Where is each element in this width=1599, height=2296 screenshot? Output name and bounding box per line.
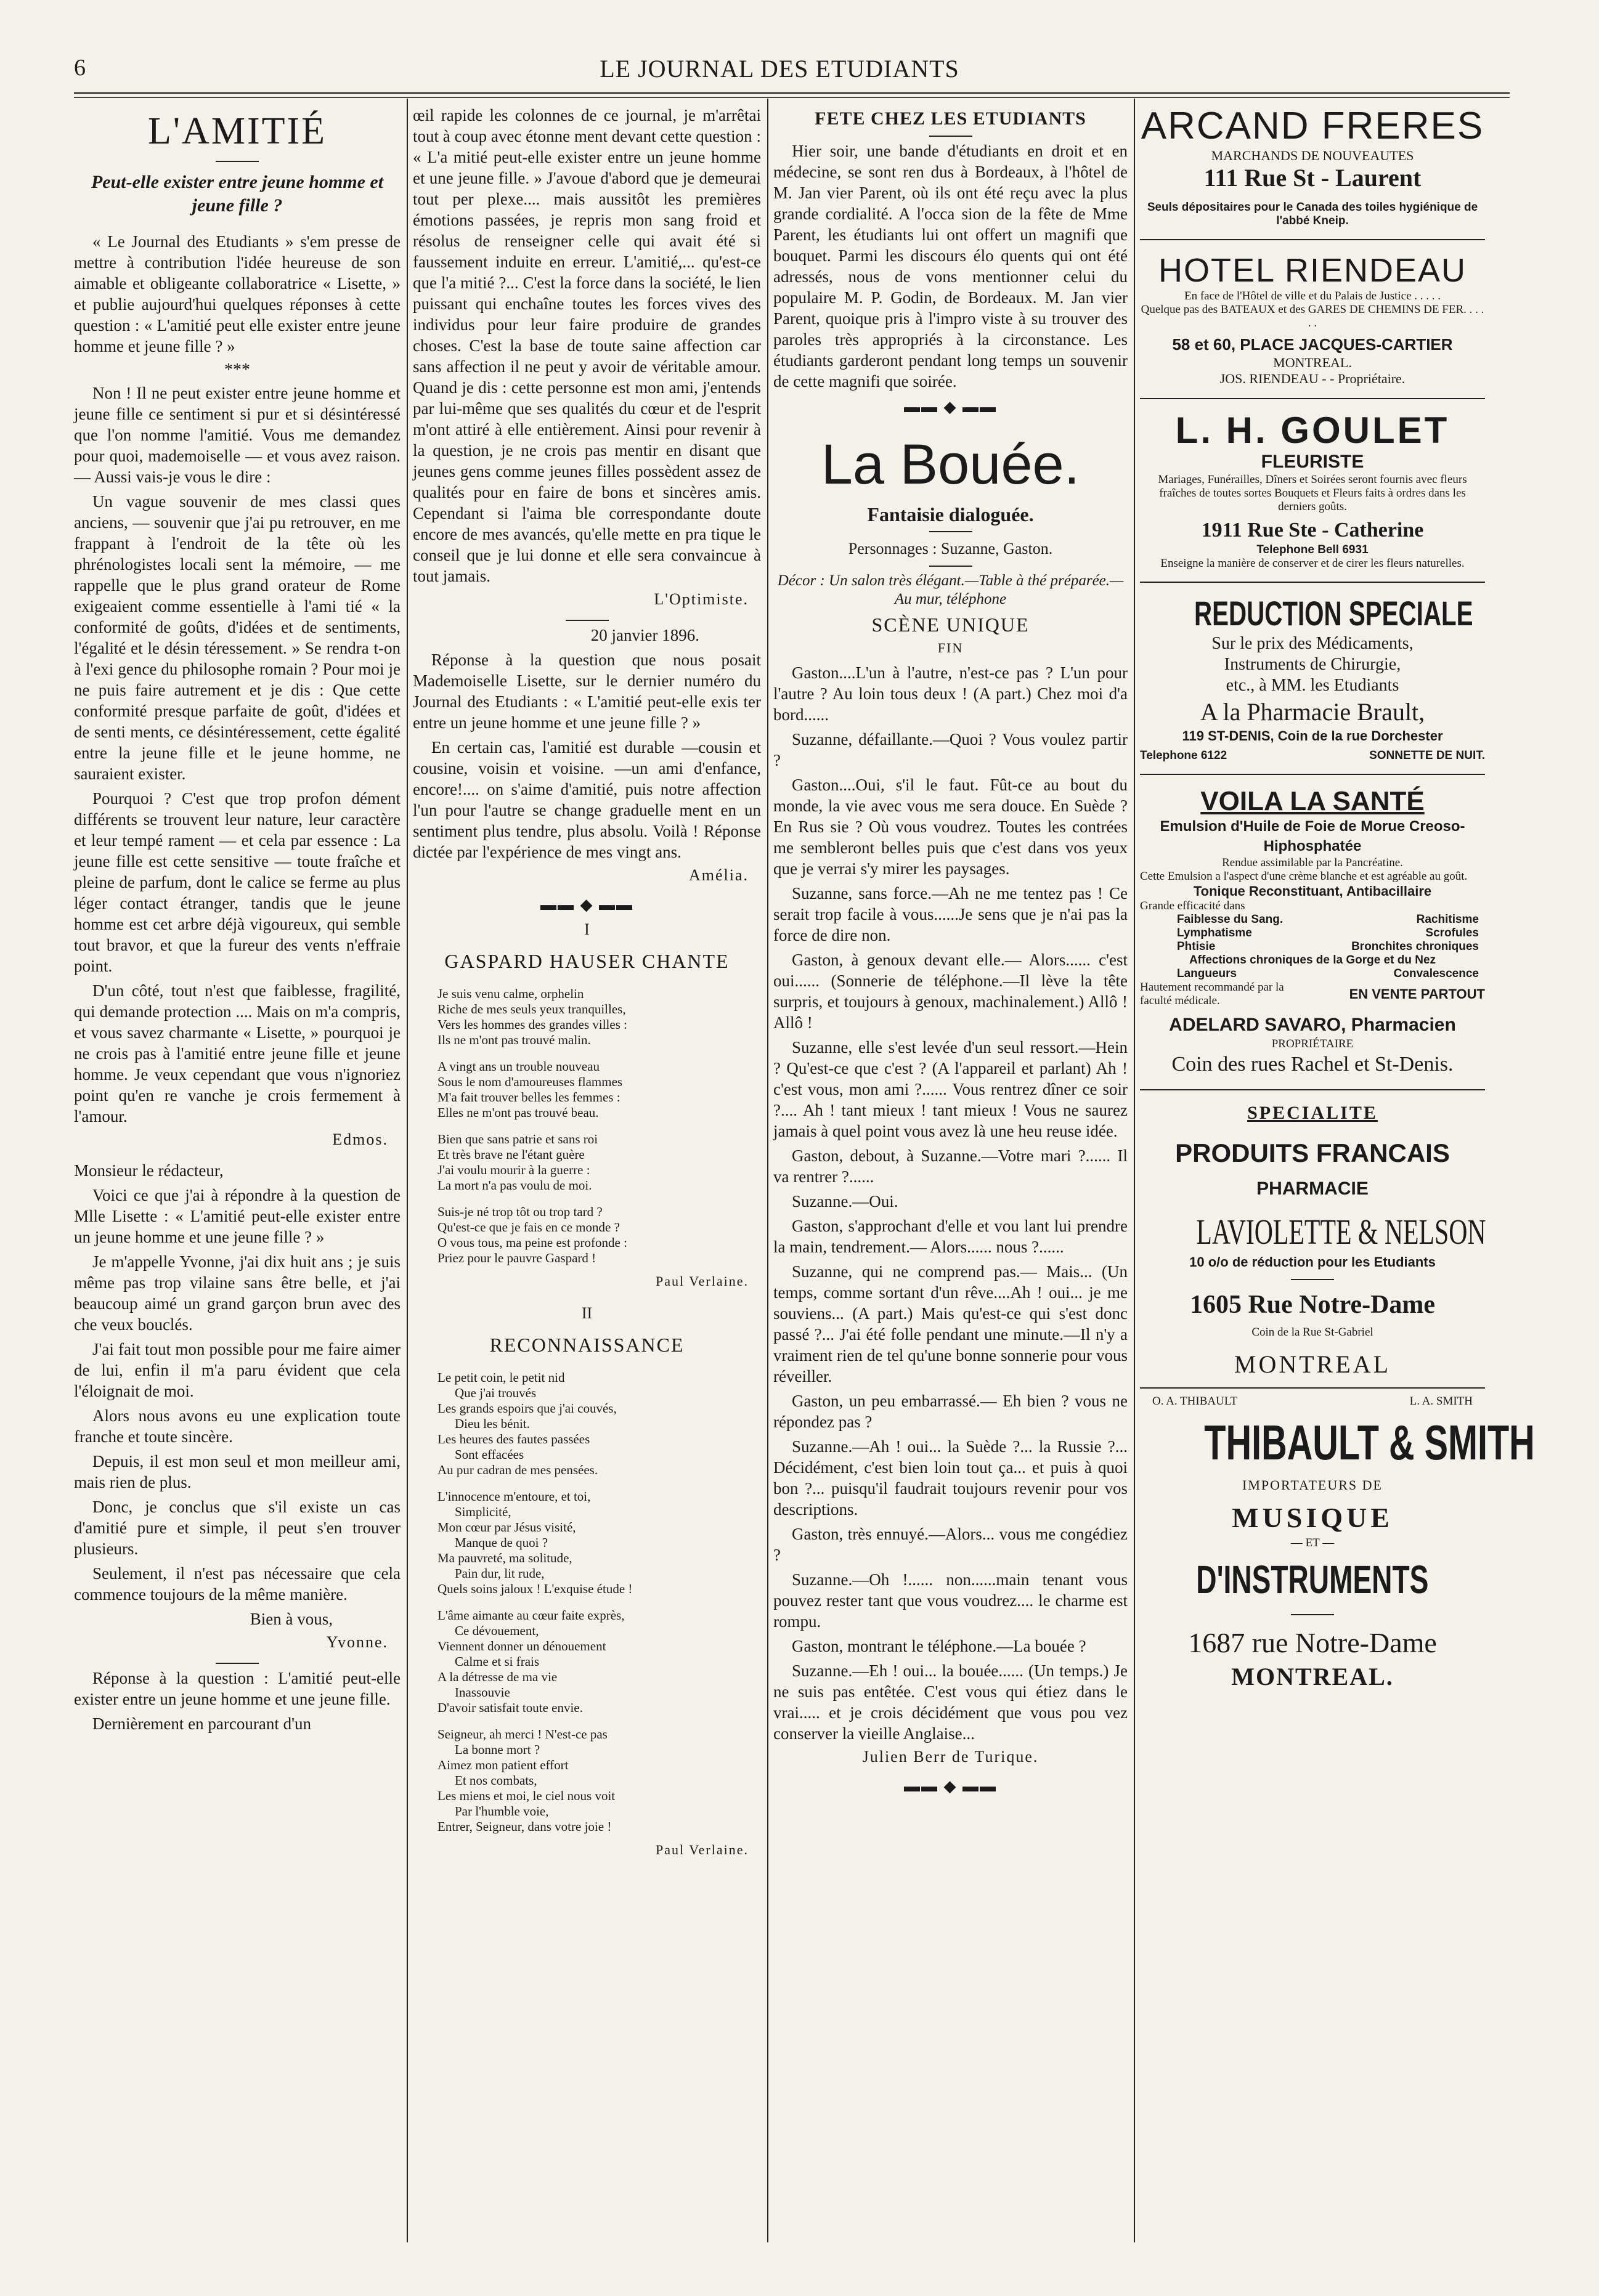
paragraph: D'un côté, tout n'est que faiblesse, fragilité, qui demande protection .... Mais on m'a compris, et vous savez charmante « Lisette, » pourquoi je ne crois pas à l'amitié entre jeune fille et jeune homme. Je veux cependant que vous n'ignoriez point qu'en re vanche je crois fermement à l'amour.	[74, 981, 401, 1126]
ad-row	[1140, 981, 1485, 1008]
signature: Julien Berr de Turique.	[862, 1748, 1039, 1766]
poem-line: M'a fait trouver belles les femmes :	[437, 1090, 620, 1105]
poem-line: Suis-je né trop tôt ou trop tard ?	[437, 1204, 603, 1219]
poem-line: Par l'humble voie,	[455, 1804, 549, 1819]
poem-title: GASPARD HAUSER CHANTE	[444, 950, 730, 972]
ad-divider	[1140, 239, 1485, 240]
dialogue-line: Gaston, à genoux devant elle.— Alors...... c'est oui...... (Sonnerie de téléphone.—Il lève la tête surpris, et toujours à genoux, machinalement.) Allô ! Allô !	[773, 951, 1128, 1032]
ad-line: — ET —	[1290, 1536, 1335, 1549]
short-rule	[216, 161, 259, 162]
ad-title	[1140, 1555, 1485, 1604]
ornament: ▬▬ ◆ ▬▬	[904, 398, 997, 416]
play-decor: Décor : Un salon très élégant.—Table à thé préparée.—Au mur, téléphone	[777, 572, 1124, 607]
short-rule	[216, 1663, 259, 1664]
ad-title: HOTEL RIENDEAU	[1158, 252, 1467, 289]
poem-line: Ce dévouement,	[455, 1623, 539, 1638]
play-title: La Bouée.	[821, 433, 1080, 496]
ad-row	[1140, 1395, 1485, 1408]
column-amitie	[74, 105, 401, 2271]
poem-signature: Paul Verlaine.	[655, 1842, 749, 1857]
poem-line: Entrer, Seigneur, dans votre joie !	[437, 1819, 612, 1834]
ad-hotel-riendeau	[1140, 251, 1485, 387]
poem-line: Mon cœur par Jésus visité,	[437, 1520, 576, 1535]
short-rule	[1291, 1279, 1334, 1280]
poem-line: Je suis venu calme, orphelin	[437, 986, 584, 1001]
dialogue-line: Suzanne.—Eh ! oui... la bouée...... (Un temps.) Je ne suis pas entêtée. C'est vous qui étiez dans le vrai..... et je crois décidément que vous pou vez conserver la vieille Anglaise...	[773, 1661, 1128, 1743]
poem-line: D'avoir satisfait toute envie.	[437, 1700, 583, 1715]
poem-line: Sont effacées	[455, 1447, 524, 1462]
dialogue-line: Gaston, debout, à Suzanne.—Votre mari ?...... Il va rentrer ?......	[773, 1146, 1128, 1186]
ad-line: Enseigne la manière de conserver et de cirer les fleurs naturelles.	[1160, 557, 1465, 570]
ad-line: Mariages, Funérailles, Dîners et Soirées seront fournis avec fleurs fraîches de toutes sortes Bouquets et Fleurs faits à ordres dans les derniers goûts.	[1158, 473, 1467, 513]
ad-divider	[1140, 1089, 1485, 1090]
short-rule	[929, 136, 972, 137]
ad-line: Instruments de Chirurgie,	[1224, 655, 1401, 674]
dialogue-line: Suzanne.—Oui.	[792, 1192, 898, 1211]
poem-line: Elles ne m'ont pas trouvé beau.	[437, 1105, 599, 1120]
date: 20 janvier 1896.	[590, 626, 699, 644]
poem-line: Seigneur, ah merci ! N'est-ce pas	[437, 1727, 608, 1742]
ad-line: Bronchites chroniques	[1351, 940, 1479, 953]
column-divider	[1134, 99, 1135, 2242]
poem-line: Manque de quoi ?	[455, 1535, 548, 1550]
ad-line: En face de l'Hôtel de ville et du Palais de Justice . . . . .	[1184, 290, 1441, 302]
ad-ailments	[1140, 913, 1485, 954]
poem-line: Et nos combats,	[455, 1773, 537, 1788]
poem-line: Calme et si frais	[455, 1654, 540, 1669]
signature: Edmos.	[332, 1130, 388, 1148]
ad-line: IMPORTATEURS DE	[1242, 1477, 1383, 1493]
ad-address: 1911 Rue Ste - Catherine	[1201, 519, 1424, 542]
poem-line: Les grands espoirs que j'ai couvés,	[437, 1401, 617, 1416]
paragraph: Seulement, il n'est pas nécessaire que cela commence toujours de la même manière.	[74, 1564, 401, 1604]
ad-line: PROPRIÉTAIRE	[1271, 1037, 1354, 1050]
ad-city: MONTREAL.	[1231, 1663, 1394, 1690]
ad-line: Phtisie	[1177, 940, 1216, 953]
poem-line: L'âme aimante au cœur faite exprès,	[437, 1608, 625, 1623]
signature: Yvonne.	[326, 1633, 388, 1651]
ad-reduction	[1140, 594, 1485, 763]
ad-subtitle: FLEURISTE	[1261, 452, 1364, 472]
ornament: ▬▬ ◆ ▬▬	[540, 896, 633, 914]
poem-line: Vers les hommes des grandes villes :	[437, 1017, 627, 1032]
dialogue-line: Gaston, s'approchant d'elle et vou lant lui prendre la main, tendrement.— Alors...... nous ?......	[773, 1217, 1128, 1256]
ad-title: PRODUITS FRANCAIS	[1175, 1138, 1450, 1167]
ad-line: L. A. SMITH	[1409, 1395, 1473, 1408]
poem-line: Ma pauvreté, ma solitude,	[437, 1551, 572, 1565]
poem-line: Viennent donner un dénouement	[437, 1639, 606, 1653]
ad-line: JOS. RIENDEAU - - Propriétaire.	[1219, 371, 1406, 386]
dialogue-line: Gaston, un peu embarrassé.— Eh bien ? vous ne répondez pas ?	[773, 1392, 1128, 1431]
ad-title-text: REDUCTION SPECIALE	[1194, 594, 1473, 633]
page-header	[74, 54, 1485, 91]
ad-line: Seuls dépositaires pour le Canada des toiles hygiénique de l'abbé Kneip.	[1147, 201, 1478, 227]
paragraph: Je m'appelle Yvonne, j'ai dix huit ans ; je suis même pas trop vilaine sans être belle, et j'ai beaucoup aimé un grand garçon brun avec des che veux bouclés.	[74, 1252, 401, 1334]
signature: Amélia.	[688, 866, 749, 884]
ad-line: Telephone Bell 6931	[1256, 543, 1369, 556]
ad-line: etc., à MM. les Etudiants	[1226, 676, 1399, 695]
ad-row	[1140, 967, 1485, 981]
short-rule	[566, 620, 609, 621]
paragraph: Non ! Il ne peut exister entre jeune homme et jeune fille ce sentiment si pur et si désintéressé que l'on nomme l'amitié. Vous me demandez pour quoi, mademoiselle — et vous avez raison. — Aussi vais-je vous le dire :	[74, 384, 401, 486]
column-divider	[767, 99, 768, 2242]
ad-line: Cette Emulsion a l'aspect d'une crème blanche et est agréable au goût.	[1140, 870, 1468, 883]
poem-line: Simplicité,	[455, 1504, 511, 1519]
dialogue-line: Suzanne, qui ne comprend pas.— Mais... (Un temps, comme sortant d'un rêve....Ah ! oui... je me souviens... (A part.) Mais qu'est-ce qui s'est donc passé ?... J'ai été folle pendant une minute.—Il n'y a vraiment rien de tel qu'une bonne sonnerie pour vous réveiller.	[773, 1262, 1128, 1385]
play-subtitle: Fantaisie dialoguée.	[867, 503, 1034, 525]
ad-line: Convalescence	[1393, 967, 1479, 980]
header-rule	[74, 97, 1510, 98]
ad-city: MONTREAL	[1234, 1350, 1391, 1378]
dialogue-line: Suzanne.—Oh !...... non......main tenant vous pouvez rester tant que vous voudrez.... le charme est rompu.	[773, 1570, 1128, 1631]
ad-line: Scrofules	[1425, 927, 1479, 939]
ad-address: 119 ST-DENIS, Coin de la rue Dorchester	[1182, 728, 1443, 744]
ad-line: Quelque pas des BATEAUX et des GARES DE CHEMINS DE FER. . . . . .	[1141, 303, 1484, 330]
ad-address: 1605 Rue Notre-Dame	[1189, 1291, 1436, 1319]
poem-line: Inassouvie	[455, 1685, 510, 1700]
ad-title: L. H. GOULET	[1175, 410, 1450, 451]
ad-line: Rachitisme	[1416, 913, 1479, 926]
poem-line: A la détresse de ma vie	[437, 1669, 558, 1684]
poem-number: I	[584, 920, 590, 938]
ad-phone: Telephone 6122	[1140, 749, 1227, 762]
poem-number: II	[581, 1304, 593, 1322]
dialogue-line: Gaston, montrant le téléphone.—La bouée ?	[792, 1637, 1086, 1655]
ornament: ▬▬ ◆ ▬▬	[904, 1777, 997, 1795]
ad-voila-la-sante	[1140, 786, 1485, 1078]
ad-divider	[1140, 774, 1485, 775]
paragraph: Hier soir, une bande d'étudiants en droit et en médecine, se sont ren dus à Bordeaux, à l'hôtel de M. Jan vier Parent, où ils ont été reçu avec la plus grande cordialité. A l'occa sion de la fête de Mme Parent, les étudiants lui ont offert un magnifi que bouquet. Parmi les discours élo quents qui ont été adressés, nous de vons mentionner celui du populaire M. P. Godin, de Bordeaux. M. Jan vier Parent, quoique pris à l'impro viste à su trouver des paroles très appropriés à la circonstance. Les étudiants garderont pendant long temps un souvenir de cette magnifi que soirée.	[773, 142, 1128, 391]
ad-title	[1140, 594, 1485, 633]
poem-line: La mort n'a pas voulu de moi.	[437, 1178, 592, 1193]
paragraph: Voici ce que j'ai à répondre à la question de Mlle Lisette : « L'amitié peut-elle exister entre un jeune homme et une jeune fille ? »	[74, 1186, 401, 1246]
paragraph: Alors nous avons eu une explication toute franche et toute sincère.	[74, 1406, 401, 1446]
poem-line: Les heures des fautes passées	[437, 1432, 590, 1446]
dialogue-line: Gaston, très ennuyé.—Alors... vous me congédiez ?	[773, 1525, 1128, 1564]
ad-title	[1140, 1210, 1485, 1254]
article-title: L'AMITIÉ	[148, 110, 327, 152]
column-advertisements	[1140, 105, 1535, 2271]
ad-line: ADELARD SAVARO, Pharmacien	[1169, 1015, 1456, 1035]
dialogue-line: Suzanne, elle s'est levée d'un seul ressort.—Hein ? Qu'est-ce que c'est ? (A l'appareil et parlant) Ah ! c'est vous, mon ami ?...... Vous rentrez dîner ce soir ?.... Ah ! tant mieux ! tant mieux ! Vous ne saurez jamais à quel point vous avez là une heu reuse idée.	[773, 1038, 1128, 1140]
ad-line: Grande efficacité dans	[1140, 899, 1245, 912]
ad-line: Tonique Reconstituant, Antibacillaire	[1193, 883, 1432, 899]
ad-title: ARCAND FRERES	[1141, 105, 1484, 147]
ad-ailments-right	[1351, 913, 1479, 954]
scene-title: SCÈNE UNIQUE	[871, 614, 1030, 636]
poem-line: Quels soins jaloux ! L'exquise étude !	[437, 1581, 633, 1596]
column-poems	[413, 105, 761, 2271]
poem-line: Et très brave ne l'étant guère	[437, 1147, 585, 1162]
ad-ailments-left	[1177, 913, 1283, 954]
paragraph: J'ai fait tout mon possible pour me faire aimer de lui, enfin il m'a paru évident que cela l'éloignait de moi.	[74, 1340, 401, 1400]
ad-title-text: THIBAULT & SMITH	[1204, 1415, 1535, 1470]
ad-line: MONTREAL.	[1273, 355, 1352, 370]
ad-line: O. A. THIBAULT	[1152, 1395, 1238, 1408]
poem	[437, 1370, 761, 1835]
paragraph: Dernièrement en parcourant d'un	[92, 1714, 311, 1733]
ad-line: 10 o/o de réduction pour les Etudiants	[1189, 1254, 1436, 1270]
column-divider	[407, 99, 408, 2242]
ad-phone-row	[1140, 749, 1485, 763]
poem-line: J'ai voulu mourir à la guerre :	[437, 1162, 590, 1177]
ad-laviolette-nelson	[1140, 1101, 1485, 1381]
ad-title-text: LAVIOLETTE & NELSON	[1196, 1212, 1486, 1252]
ad-divider	[1140, 1387, 1485, 1389]
paragraph: Un vague souvenir de mes classi ques anciens, — souvenir que j'ai pu retrouver, en me frappant à l'endroit de la tête où les phrénologistes locali sent la mémoire, — me rappelle que le plus grand orateur de Rome exigeaient comme essentielle à l'ami tié « la conformité de goûts, d'idées et de sentiments, l'égalité et le désin téressement. » Se rendra t-on à l'exi gence du philosophe romain ? Pour moi je ne puis faire autrement et je dis : Que cette conformité presque parfaite de goût, d'idées et de senti ments, ce désintéressement, cette égalité entre la jeune fille et le jeune homme, ne sauraient exister.	[74, 492, 401, 783]
ad-title: VOILA LA SANTÉ	[1200, 786, 1425, 816]
ad-title	[1140, 1414, 1535, 1471]
ad-goulet	[1140, 410, 1485, 570]
paragraph: Depuis, il est mon seul et mon meilleur ami, mais rien de plus.	[74, 1452, 401, 1491]
ad-line: Coin de la Rue St-Gabriel	[1251, 1326, 1373, 1339]
dialogue-line: Suzanne.—Ah ! oui... la Suède ?... la Russie ?... Décidément, c'est bien loin tout ça... et puis à quoi bon ?... puisqu'il faudrait toujours revenir pour vos descriptions.	[773, 1437, 1128, 1519]
poem-line: Le petit coin, le petit nid	[437, 1370, 565, 1385]
ad-line: SONNETTE DE NUIT.	[1369, 749, 1485, 762]
dialogue-line: Gaston....Oui, s'il le faut. Fût-ce au bout du monde, la vie avec vous me sera douce. En Suède ? En Rus sie ? Où vous voudrez. Toutes les contrées me sembleront belles puis que c'est dans vos yeux que je verrai s'y mirer les paysages.	[773, 776, 1128, 878]
ad-line: Hautement recommandé par la faculté médicale.	[1140, 981, 1284, 1007]
article-subtitle: Peut-elle exister entre jeune homme et jeune fille ?	[91, 172, 384, 216]
paragraph: En certain cas, l'amitié est durable —cousin et cousine, voisin et voisine. —un ami d'enfance, encore!.... on s'aime d'amitié, puis notre affection l'un pour l'autre se change graduelle ment en un sentiment plus tendre, plus absolu. Voilà ! Réponse dictée par l'expérience de mes vingt ans.	[413, 738, 761, 861]
ad-address: Coin des rues Rachel et St-Denis.	[1171, 1053, 1454, 1076]
ad-address: 58 et 60, PLACE JACQUES-CARTIER	[1172, 335, 1453, 354]
ad-line: Lymphatisme	[1177, 927, 1252, 939]
poem-line: Sous le nom d'amoureuses flammes	[437, 1074, 623, 1089]
ad-line: SPECIALITE	[1247, 1103, 1378, 1123]
paragraph: œil rapide les colonnes de ce journal, je m'arrêtai tout à coup avec étonne ment devant cette question : « L'a mitié peut-elle exister entre un jeune homme et une jeune fille. » J'avoue d'abord que je demeurai tout per plexe.... mais aussitôt les premières émotions passées, je repris mon sang froid et résolus de renseigner celle qui avait été si faussement induite en erreur. L'amitié,... qu'est-ce que l'a mitié ?... C'est la force dans la société, le lien puissant qui enchaîne toutes les forces vives des individus pour leur faire produire de grandes choses. C'est la base de toute saine affection car sans affection il ne peut y avoir de véritable amour. Quand je dis : cette personne est mon ami, j'entends par lui-même que ses qualités du cœur et de l'esprit m'ont attiré à elle entièrement. Ainsi pour revenir à la question, je ne crois pas mentir en disant que jeunes gens comme jeunes filles possèdent assez de qualités pour en faire de bons et sincères amis. Cependant si l'aima ble correspondante doute encore de mes avancés, qu'elle mette en pra tique le conseil que je lui donne et elle sera convaincue à tout jamais.	[413, 106, 761, 585]
ad-line: EN VENTE PARTOUT	[1349, 986, 1485, 1002]
paragraph: Réponse à la question que nous posait Mademoiselle Lisette, sur le dernier numéro du Journal des Etudiants : « L'amitié peut-elle exis ter entre un jeune homme et une jeune fille ? »	[413, 651, 761, 732]
poem	[437, 986, 761, 1266]
page-number: 6	[74, 55, 86, 81]
poem-line: Pain dur, lit rude,	[455, 1566, 545, 1581]
play-characters: Personnages : Suzanne, Gaston.	[848, 540, 1053, 558]
ad-line: Faiblesse du Sang.	[1177, 913, 1284, 926]
poem-line: Aimez mon patient effort	[437, 1758, 569, 1772]
short-rule	[929, 531, 972, 532]
poem-line: O vous tous, ma peine est profonde :	[437, 1235, 627, 1250]
poem-line: La bonne mort ?	[455, 1742, 540, 1757]
poem-line: Riche de mes seuls yeux tranquilles,	[437, 1002, 626, 1016]
poem-line: Que j'ai trouvés	[455, 1385, 537, 1400]
ad-line: Emulsion d'Huile de Foie de Morue Creoso-Hiphosphatée	[1160, 818, 1465, 854]
ad-divider	[1140, 398, 1485, 399]
ad-line: Rendue assimilable par la Pancréatine.	[1222, 856, 1403, 869]
poem-line: Au pur cadran de mes pensées.	[437, 1462, 598, 1477]
poem-line: L'innocence m'entoure, et toi,	[437, 1489, 591, 1504]
journal-title: LE JOURNAL DES ETUDIANTS	[600, 55, 959, 83]
signature: L'Optimiste.	[654, 590, 749, 608]
poem-line: Ils ne m'ont pas trouvé malin.	[437, 1032, 591, 1047]
poem-signature: Paul Verlaine.	[655, 1273, 749, 1289]
ad-line: Affections chroniques de la Gorge et du Nez	[1189, 954, 1436, 967]
article-heading: FETE CHEZ LES ETUDIANTS	[815, 108, 1086, 129]
dialogue-line: Suzanne, sans force.—Ah ne me tentez pas ! Ce serait trop facile à vous......Je sens que je n'ai pas la force de dire non.	[773, 884, 1128, 944]
ad-line: Langueurs	[1177, 967, 1237, 980]
stars-separator: ***	[224, 360, 250, 379]
paragraph: Réponse à la question : L'amitié peut-elle exister entre un jeune homme et une jeune fille.	[74, 1669, 401, 1708]
poem-line: A vingt ans un trouble nouveau	[437, 1059, 600, 1074]
poem-line: Priez pour le pauvre Gaspard !	[437, 1251, 596, 1265]
header-rule	[74, 92, 1510, 94]
short-rule	[929, 566, 972, 567]
ad-line: MUSIQUE	[1232, 1502, 1393, 1533]
paragraph: Monsieur le rédacteur,	[74, 1161, 224, 1180]
scene-fin: FIN	[937, 640, 964, 655]
poem-line: Qu'est-ce que je fais en ce monde ?	[437, 1220, 620, 1235]
dialogue-line: Suzanne, défaillante.—Quoi ? Vous voulez partir ?	[773, 730, 1128, 769]
short-rule	[1291, 1614, 1334, 1615]
ad-arcand	[1140, 105, 1485, 228]
paragraph: Donc, je conclus que s'il existe un cas d'amitié pure et simple, il peut s'en trouver plusieurs.	[74, 1498, 401, 1558]
ad-divider	[1140, 582, 1485, 583]
poem-line: Bien que sans patrie et sans roi	[437, 1132, 598, 1146]
ad-thibault-smith	[1140, 1395, 1535, 1693]
poem-title: RECONNAISSANCE	[489, 1334, 685, 1356]
column-fete-bouee	[773, 105, 1128, 2271]
poem-line: Les miens et moi, le ciel nous voit	[437, 1788, 616, 1803]
ad-line: MARCHANDS DE NOUVEAUTES	[1211, 148, 1414, 163]
poem-line: Dieu les bénit.	[455, 1416, 530, 1431]
paragraph: Pourquoi ? C'est que trop profon dément différents se trouvent leur nature, leur caractère et leur tempé rament — et cela par essence : La jeune fille est cette sensitive — toute fraîche et pleine de parfum, dont le calice se ferme au plus léger contact étranger, tandis que le jeune homme est cet arbre déjà vigoureux, qui semble tout bravor, et que la fureur des vents n'effraie point.	[74, 789, 401, 975]
paragraph: « Le Journal des Etudiants » s'em presse de mettre à contribution l'idée heureuse de son aimable et obligeante collaboratrice « Lisette, » et publie aujourd'hui quelques réponses à cette question : « L'amitié peut elle exister entre jeune homme et jeune fille ? »	[74, 232, 401, 355]
ad-line: A la Pharmacie Brault,	[1200, 698, 1425, 726]
ad-line: Sur le prix des Médicaments,	[1211, 634, 1414, 653]
ad-title-text: D'INSTRUMENTS	[1196, 1557, 1429, 1602]
ad-address: 1687 rue Notre-Dame	[1188, 1627, 1437, 1658]
dialogue-line: Gaston....L'un à l'autre, n'est-ce pas ? L'un pour l'autre ? Au loin tous deux ! (A part.) Chez moi d'a bord......	[773, 663, 1128, 724]
ad-line: PHARMACIE	[1256, 1178, 1369, 1199]
closing: Bien à vous,	[250, 1610, 333, 1628]
ad-address: 111 Rue St - Laurent	[1203, 164, 1422, 192]
